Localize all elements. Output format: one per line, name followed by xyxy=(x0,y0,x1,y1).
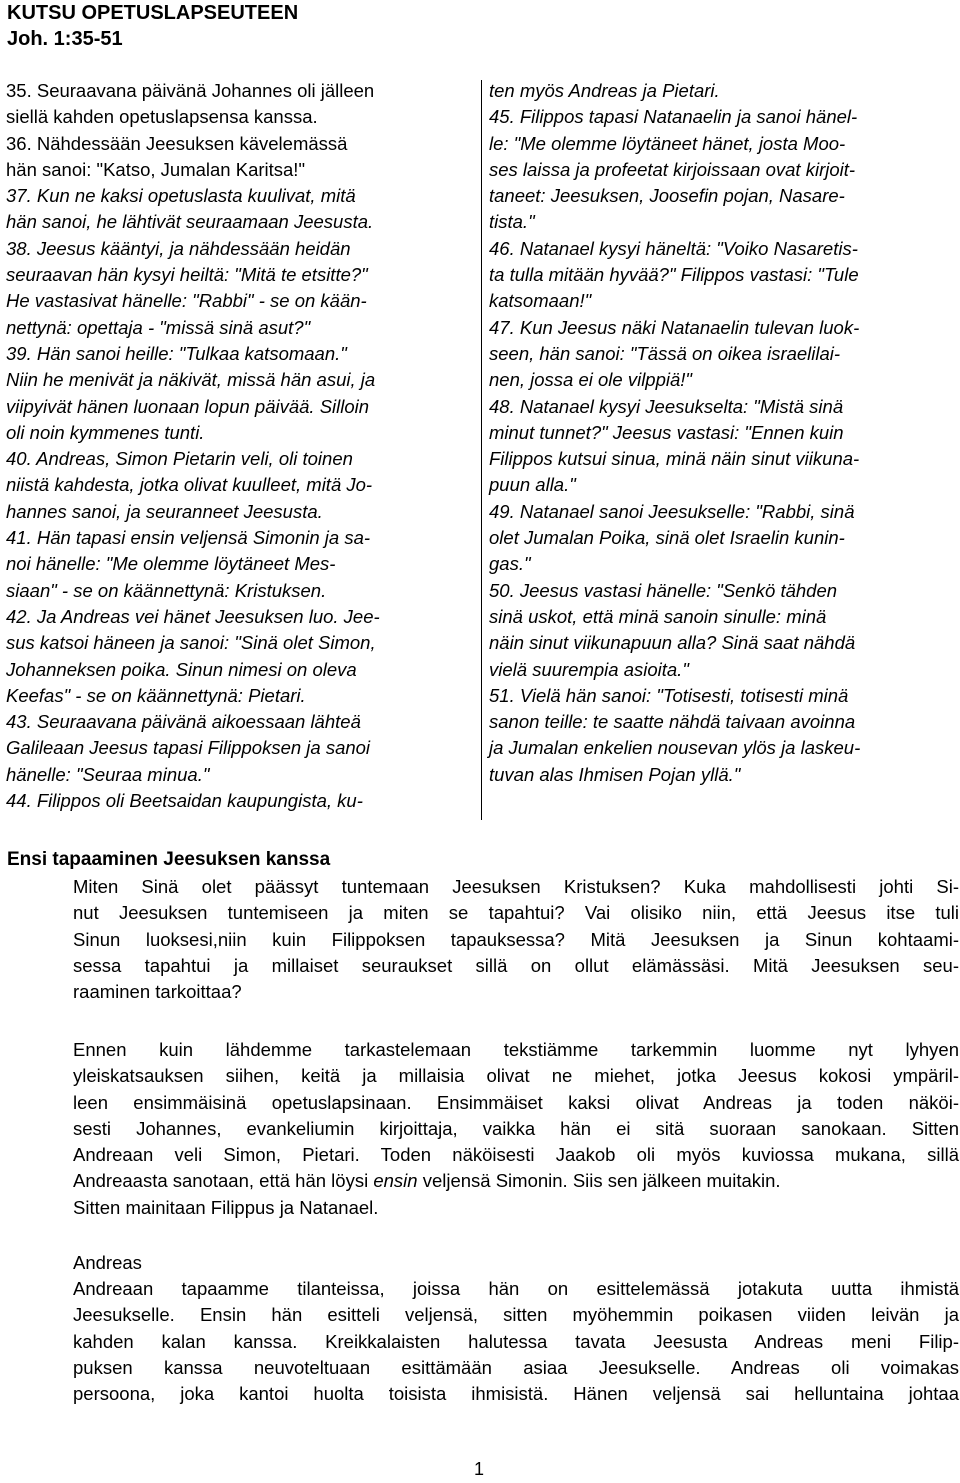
text-line: katsomaan!" xyxy=(489,290,592,312)
text-line: Niin he menivät ja näkivät, missä hän asui, ja xyxy=(6,369,376,391)
text-line: 46. Natanael kysyi häneltä: "Voiko Nasaretis- xyxy=(489,237,858,259)
text-line: ja Jumalan enkelien nousevan ylös ja laskeu- xyxy=(489,737,861,759)
text-line: 51. Vielä hän sanoi: "Totisesti, totisesti minä xyxy=(489,684,849,706)
emphasis-text: ensin xyxy=(373,1170,418,1192)
paragraph-line xyxy=(73,1168,959,1194)
text-line: 48. Natanael kysyi Jeesukselta: "Mistä sinä xyxy=(489,395,844,417)
paragraph-line: Ennen kuin lähdemme tarkastelemaan tekstiämme tarkemmin luomme nyt lyhyen xyxy=(73,1039,959,1060)
text-line: Galileaan Jeesus tapasi Filippoksen ja sanoi xyxy=(6,737,371,759)
scripture-reference: Joh. 1:35-51 xyxy=(7,28,123,50)
text-line: Filippos kutsui sinua, minä näin sinut viikuna- xyxy=(489,448,860,470)
text-line: hän sanoi: "Katso, Jumalan Karitsa!" xyxy=(6,158,306,180)
text-line: nettynä: opettaja - "missä sinä asut?" xyxy=(6,316,311,338)
text-line: Jeesukselle. Ensin hän esitteli veljensä, sitten myöhemmin poikasen viiden leivän ja xyxy=(73,1304,959,1326)
document-title xyxy=(7,0,298,52)
text-line: 40. Andreas, Simon Pietarin veli, oli toinen xyxy=(6,448,353,470)
andreas-paragraph xyxy=(73,1276,959,1407)
text-line: 50. Jeesus vastasi hänelle: "Senkö tähden xyxy=(489,579,838,601)
text-line: 49. Natanael sanoi Jeesukselle: "Rabbi, sinä xyxy=(489,500,855,522)
section-heading: Ensi tapaaminen Jeesuksen kanssa xyxy=(7,849,331,870)
text-line: Johanneksen poika. Sinun nimesi on oleva xyxy=(6,658,357,680)
text-line: nen, jossa ei ole vilppiä!" xyxy=(489,369,692,391)
text-line: siellä kahden opetuslapsensa kanssa. xyxy=(6,106,318,128)
text-line: 41. Hän tapasi ensin veljensä Simonin ja sa- xyxy=(6,527,371,549)
text-line: He vastasivat hänelle: "Rabbi" - se on kään- xyxy=(6,290,367,312)
text-line: 44. Filippos oli Beetsaidan kaupungista, ku- xyxy=(6,790,363,812)
text-line: siaan" - se on käännettynä: Kristuksen. xyxy=(6,579,327,601)
text-line: sus katsoi häneen ja sanoi: "Sinä olet Simon, xyxy=(6,632,376,654)
text-line: Miten Sinä olet päässyt tuntemaan Jeesuksen Kristuksen? Kuka mahdollisesti johti Si- xyxy=(73,876,959,897)
text-line: 35. Seuraavana päivänä Johannes oli jälleen xyxy=(6,80,375,101)
text-line: tista." xyxy=(489,211,535,233)
text-line: taneet: Jeesuksen, Joosefin pojan, Nasare- xyxy=(489,185,845,207)
text-line: viipyivät hänen luonaan lopun päivää. Silloin xyxy=(6,395,370,417)
text-line: 42. Ja Andreas vei hänet Jeesuksen luo. Jee- xyxy=(6,605,380,627)
text-line: hän sanoi, he lähtivät seuraamaan Jeesusta. xyxy=(6,211,374,233)
text-line: ses laissa ja profeetat kirjoissaan ovat kirjoit- xyxy=(489,158,856,180)
text-line: Keefas" - se on käännettynä: Pietari. xyxy=(6,684,306,706)
text-line: puun alla." xyxy=(489,474,576,496)
text-line: vielä suurempia asioita." xyxy=(489,658,689,680)
text-line: 38. Jeesus kääntyi, ja nähdessään heidän xyxy=(6,237,351,259)
text-line: nut Jeesuksen tuntemiseen ja miten se tapahtui? Vai olisiko niin, että Jeesus itse tuli xyxy=(73,902,959,924)
text-line: gas." xyxy=(489,553,531,575)
title-line: KUTSU OPETUSLAPSEUTEEN xyxy=(7,2,299,24)
paragraph-line: yleiskatsauksen siihen, keitä ja millaisia olivat ne miehet, jotka Jeesus kokosi ympäril- xyxy=(73,1065,959,1087)
text-line: 36. Nähdessään Jeesuksen kävelemässä xyxy=(6,132,348,154)
scripture-right-column xyxy=(489,78,959,788)
text-line: minut tunnet?" Jeesus vastasi: "Ennen kuin xyxy=(489,421,844,443)
text-line: 45. Filippos tapasi Natanaelin ja sanoi hänel- xyxy=(489,106,858,128)
text-line: kahden kalan kanssa. Kreikkalaisten halutessa tavata Jeesusta Andreas meni Filip- xyxy=(73,1330,959,1352)
overview-paragraph xyxy=(73,1037,959,1221)
text-line: tuvan alas Ihmisen Pojan yllä." xyxy=(489,763,741,785)
text-line: näin sinut viikunapuun alla? Sinä saat nähdä xyxy=(489,632,856,654)
paragraph-line: Sitten mainitaan Filippus ja Natanael. xyxy=(73,1196,379,1218)
scripture-left-column xyxy=(6,78,472,814)
text-line: Sinun luoksesi,niin kuin Filippoksen tapauksessa? Mitä Jeesuksen ja Sinun kohtaami- xyxy=(73,928,959,950)
text-line: sanon teille: te saatte nähdä taivaan avoinna xyxy=(489,711,856,733)
text-line: olet Jumalan Poika, sinä olet Israelin kunin- xyxy=(489,527,845,549)
text-line: sinä uskot, että minä sanoin sinulle: minä xyxy=(489,605,827,627)
text-line: raaminen tarkoittaa? xyxy=(73,981,242,1003)
paragraph-line: leen ensimmäisinä opetuslapsinaan. Ensimmäiset kaksi olivat Andreas ja toden näköi- xyxy=(73,1091,959,1113)
text-line: 37. Kun ne kaksi opetuslasta kuulivat, mitä xyxy=(6,185,356,207)
text-line: ta tulla mitään hyvää?" Filippos vastasi: "Tule xyxy=(489,264,859,286)
text-line: hänelle: "Seuraa minua." xyxy=(6,763,210,785)
text-line: hannes sanoi, ja seuranneet Jeesusta. xyxy=(6,500,323,522)
text-line: persoona, joka kantoi huolta toisista ihmisistä. Hänen veljensä sai helluntaina johtaa xyxy=(73,1383,959,1405)
text-line: le: "Me olemme löytäneet hänet, josta Moo- xyxy=(489,132,846,154)
line-text: veljensä Simonin. Siis sen jälkeen muitakin. xyxy=(417,1170,781,1192)
text-line: Andreaan tapaamme tilanteissa, joissa hän on esittelemässä jotakuta uutta ihmistä xyxy=(73,1278,959,1299)
paragraph-line: Andreaan veli Simon, Pietari. Toden näköisesti Jaakob oli myös kuviossa mukana, sillä xyxy=(73,1144,959,1166)
text-line: 47. Kun Jeesus näki Natanaelin tulevan luok- xyxy=(489,316,860,338)
text-line: puksen kanssa neuvoteltuaan esittämään asiaa Jeesukselle. Andreas oli voimakas xyxy=(73,1356,959,1378)
text-line: noi hänelle: "Me olemme löytäneet Mes- xyxy=(6,553,336,575)
paragraph-line: sesti Johannes, evankeliumin kirjoittaja, vaikka hän ei sitä suoraan sanokaan. Sitten xyxy=(73,1117,959,1139)
column-divider xyxy=(481,80,482,820)
line-text: Andreaasta sanotaan, että hän löysi xyxy=(73,1170,374,1192)
text-line: sessa tapahtui ja millaiset seuraukset sillä on ollut elämässäsi. Mitä Jeesuksen seu- xyxy=(73,954,959,976)
text-line: ten myös Andreas ja Pietari. xyxy=(489,80,720,101)
andreas-heading: Andreas xyxy=(73,1252,142,1273)
text-line: seuraavan hän kysyi heiltä: "Mitä te etsitte?" xyxy=(6,264,368,286)
page-number: 1 xyxy=(474,1459,485,1479)
text-line: 43. Seuraavana päivänä aikoessaan lähteä xyxy=(6,711,361,733)
text-line: oli noin kymmenes tunti. xyxy=(6,421,205,443)
text-line: 39. Hän sanoi heille: "Tulkaa katsomaan." xyxy=(6,342,347,364)
text-line: niistä kahdesta, jotka olivat kuulleet, mitä Jo- xyxy=(6,474,373,496)
intro-paragraph xyxy=(73,874,959,1005)
text-line: seen, hän sanoi: "Tässä on oikea israelilai- xyxy=(489,342,841,364)
